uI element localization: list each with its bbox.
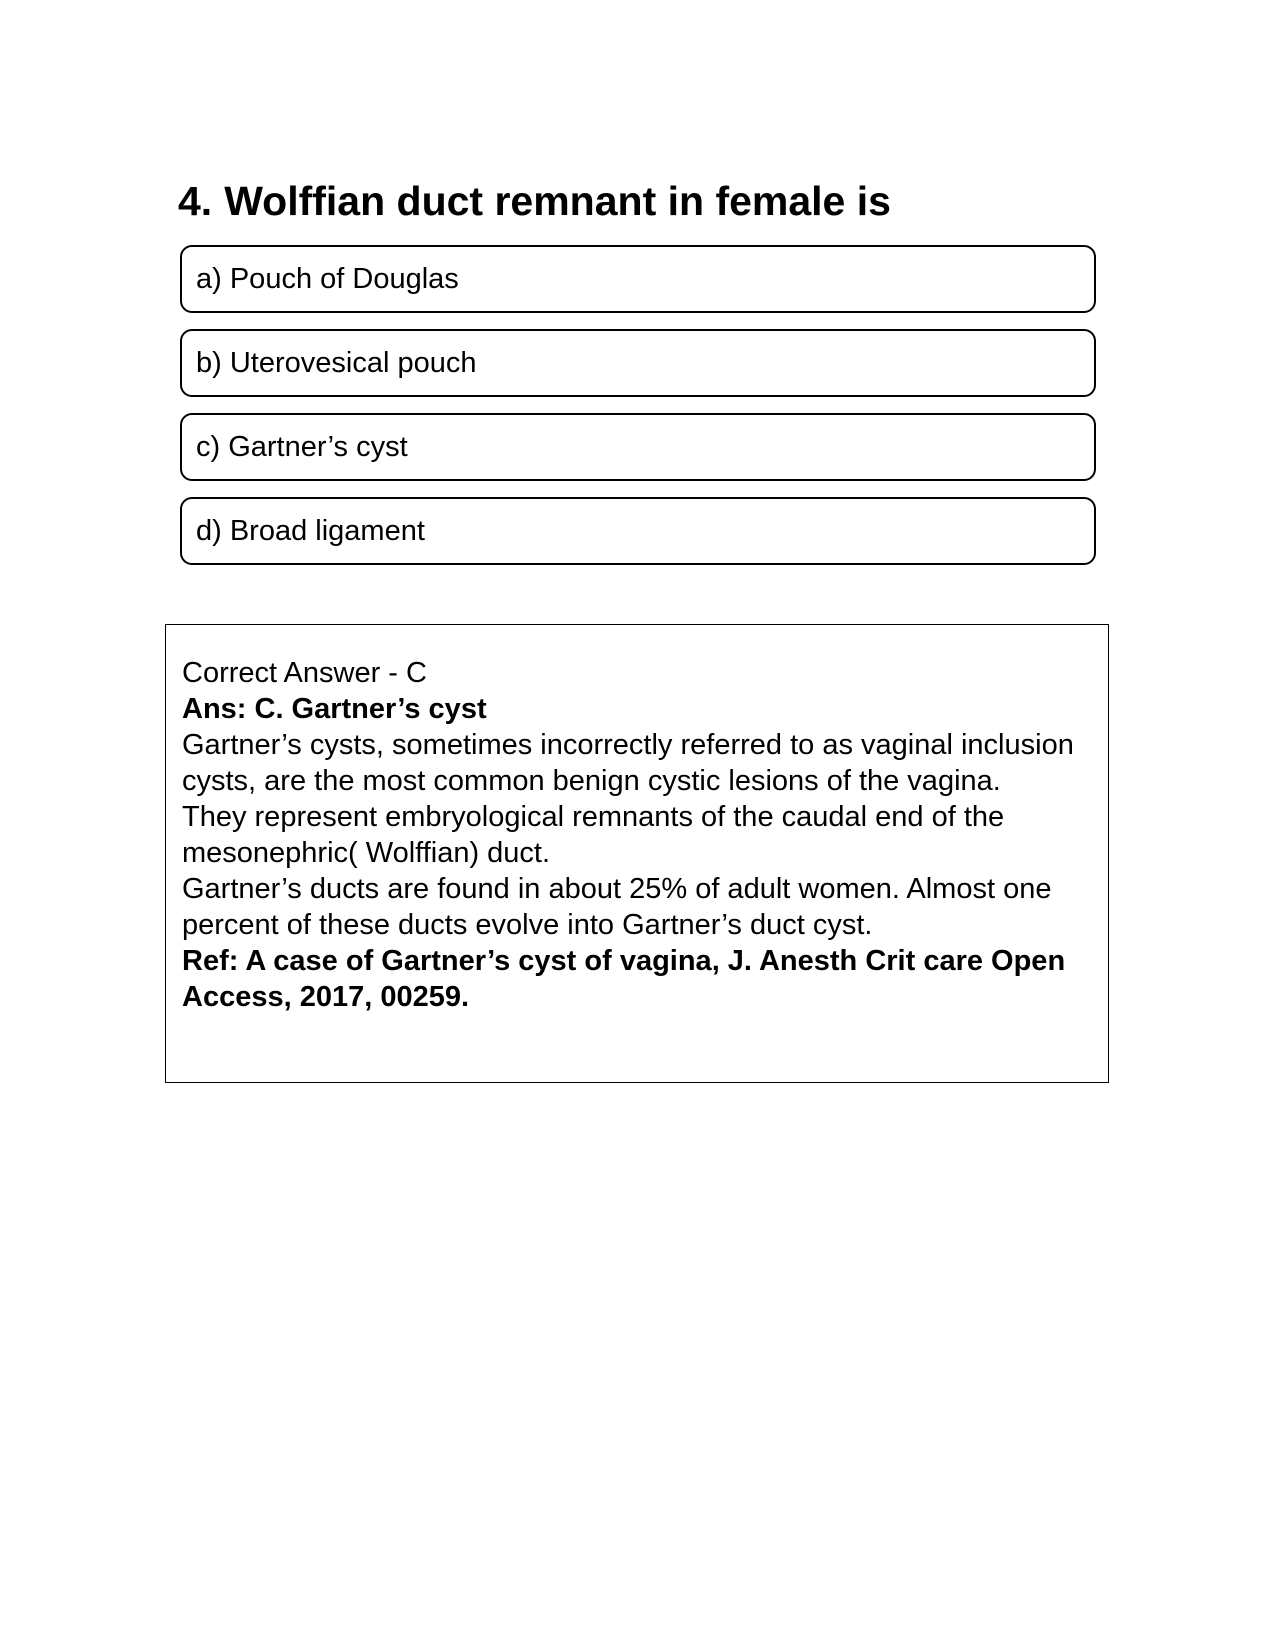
question-number: 4. [178,178,213,224]
options-list [180,245,1096,581]
explanation-paragraph-2: They represent embryological remnants of the caudal end of the mesonephric( Wolffian) duct. [182,801,1005,869]
reference-citation: Ref: A case of Gartner’s cyst of vagina, J. Anesth Crit care Open Access, 2017, 00259. [182,945,1066,1013]
answer-explanation-box [165,624,1109,1083]
question-title [178,176,891,226]
question-text: Wolffian duct remnant in female is [224,178,891,224]
option-b[interactable]: b) Uterovesical pouch [180,329,1096,397]
explanation-paragraph-3: Gartner’s ducts are found in about 25% of adult women. Almost one percent of these ducts evolve into Gartner’s duct cyst. [182,873,1052,941]
correct-answer-line: Correct Answer - C [182,657,427,689]
explanation-paragraph-1: Gartner’s cysts, sometimes incorrectly referred to as vaginal inclusion cysts, are the most common benign cystic lesions of the vagina. [182,729,1074,797]
answer-title: Ans: C. Gartner’s cyst [182,693,487,725]
option-a[interactable]: a) Pouch of Douglas [180,245,1096,313]
option-d[interactable]: d) Broad ligament [180,497,1096,565]
option-c[interactable]: c) Gartner’s cyst [180,413,1096,481]
